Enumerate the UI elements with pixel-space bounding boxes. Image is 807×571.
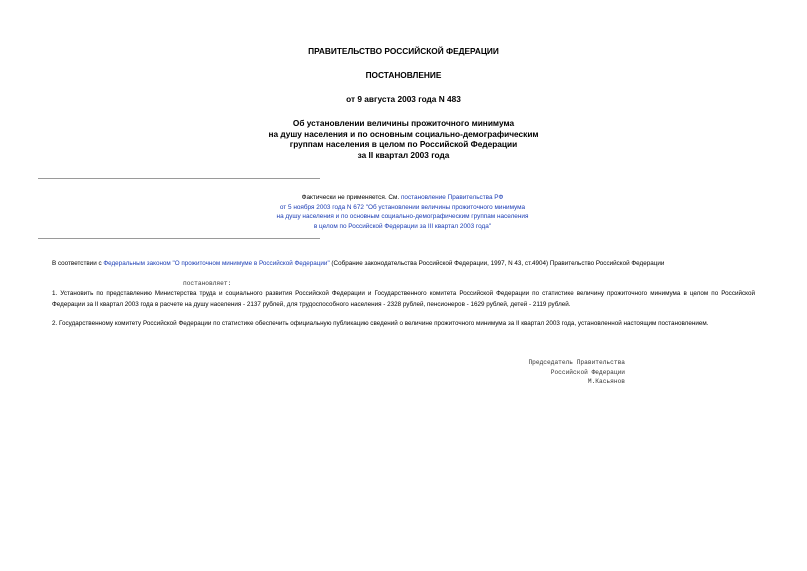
signature-line: М.Касьянов bbox=[587, 378, 625, 385]
signature-block bbox=[515, 358, 625, 387]
title-line: за II квартал 2003 года bbox=[357, 149, 450, 160]
preamble-prefix: В соответствии с bbox=[52, 260, 104, 267]
document-title bbox=[0, 118, 807, 160]
document-type-heading: ПОСТАНОВЛЕНИЕ bbox=[365, 70, 442, 80]
government-heading: ПРАВИТЕЛЬСТВО РОССИЙСКОЙ ФЕДЕРАЦИИ bbox=[308, 46, 499, 56]
date-number-heading: от 9 августа 2003 года N 483 bbox=[346, 94, 461, 104]
signature-line: Российской Федерации bbox=[550, 368, 625, 376]
replacement-decree-link[interactable]: в целом по Российской Федерации за III квартал 2003 года" bbox=[313, 222, 492, 230]
divider-bottom bbox=[38, 238, 320, 239]
replacement-decree-link[interactable]: постановление Правительства РФ bbox=[400, 194, 504, 201]
item-1-text: 1. Установить по представлению Министерства труда и социального развития Российской Федерации и Государственного комитета Российской Федерации по статистике величину прожиточного минимума в целом по Российской Федерации за II квартал 2003 года в расчете на душу населения - 2137 рублей, для трудоспособного населения - 2328 рублей, пенсионеров - 1629 рублей, детей - 2119 рублей. bbox=[52, 290, 755, 308]
preamble-paragraph bbox=[52, 259, 755, 270]
preamble-suffix: (Собрание законодательства Российской Федерации, 1997, N 43, ст.4904) Правительство Российской Федерации bbox=[329, 260, 665, 267]
item-2-paragraph bbox=[52, 319, 755, 330]
note-prefix: Фактически не применяется. См. bbox=[301, 194, 401, 201]
title-line: Об установлении величины прожиточного минимума bbox=[292, 118, 515, 128]
title-line: на душу населения и по основным социально-демографическим bbox=[268, 128, 539, 139]
replacement-decree-link[interactable]: от 5 ноября 2003 года N 672 "Об установлении величины прожиточного минимума bbox=[279, 203, 526, 211]
divider-top bbox=[38, 178, 320, 179]
replacement-decree-link[interactable]: на душу населения и по основным социально-демографическим группам населения bbox=[276, 213, 529, 221]
decides-label: постановляет: bbox=[183, 280, 232, 287]
status-note bbox=[200, 193, 605, 231]
title-line: группам населения в целом по Российской Федерации bbox=[289, 139, 518, 149]
item-2-text: 2. Государственному комитету Российской Федерации по статистике обеспечить официальную публикацию сведений о величине прожиточного минимума за II квартал 2003 года, установленной настоящим постановлением. bbox=[52, 320, 709, 327]
note-line bbox=[200, 193, 605, 203]
federal-law-link[interactable]: Федеральным законом "О прожиточном минимуме в Российской Федерации" bbox=[103, 260, 330, 267]
signature-line: Председатель Правительства bbox=[528, 359, 625, 366]
item-1-paragraph bbox=[52, 289, 755, 311]
